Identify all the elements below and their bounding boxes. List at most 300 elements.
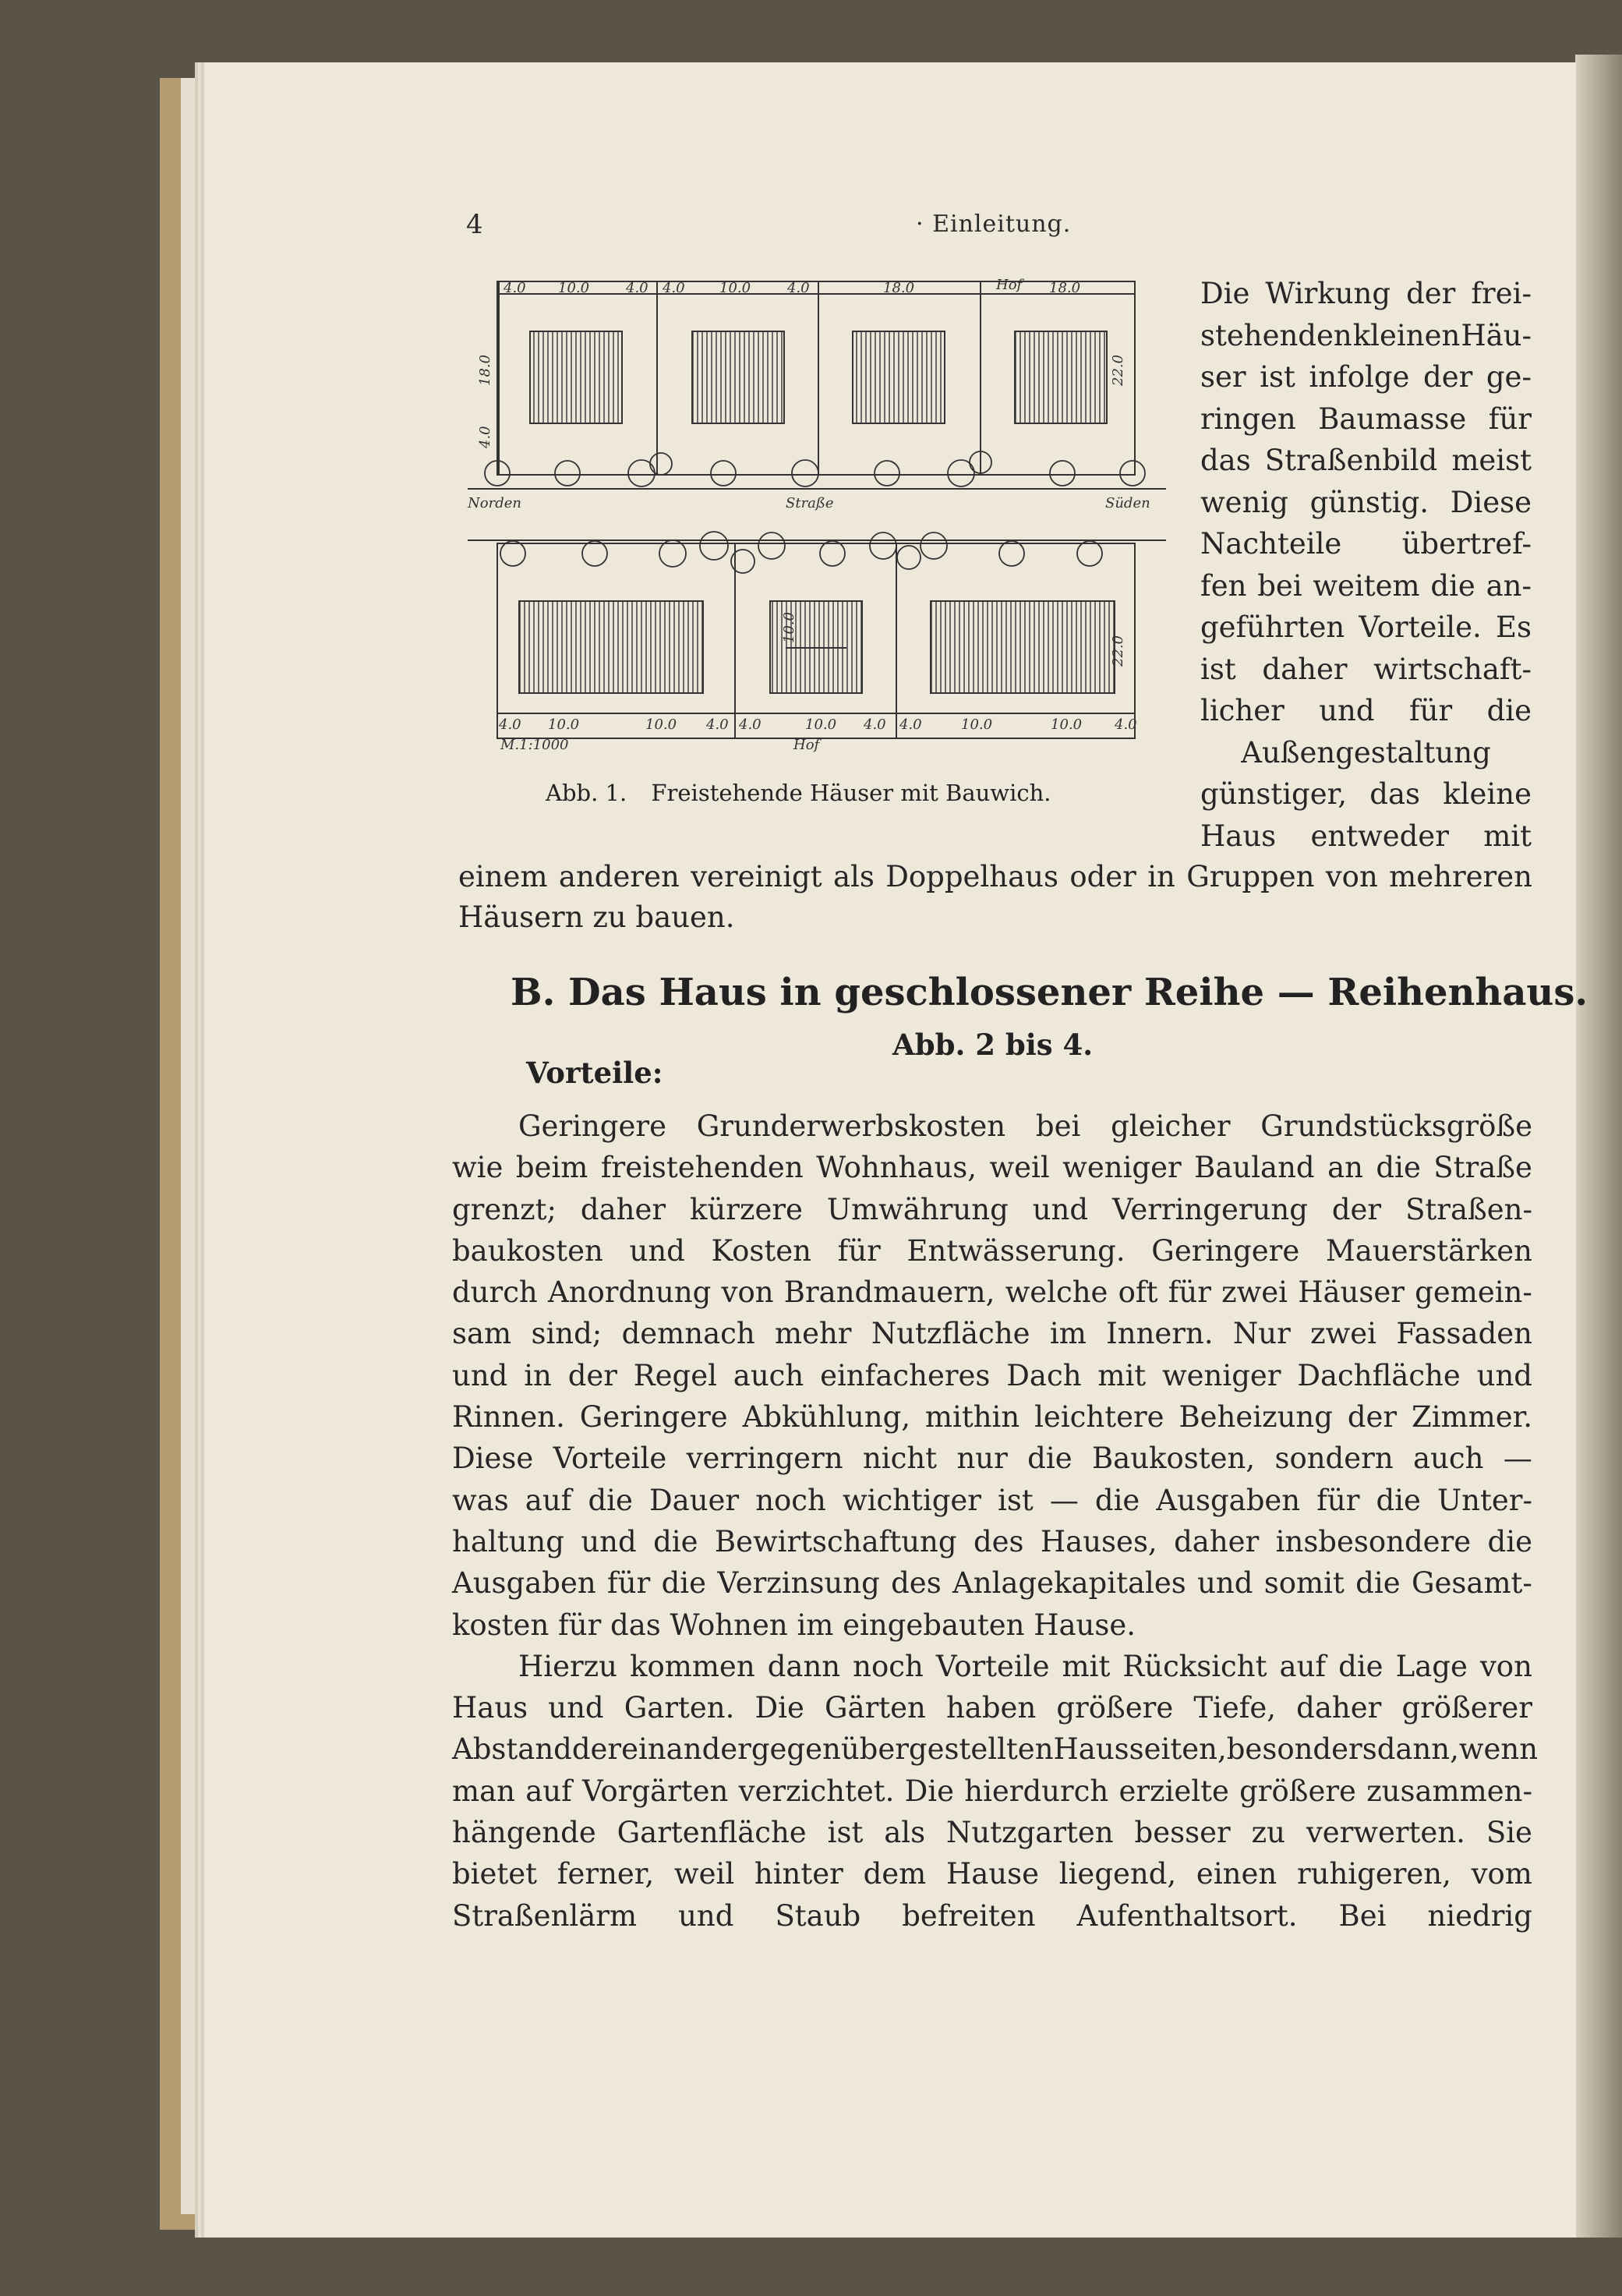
word: Verzinsung xyxy=(717,1566,880,1601)
gutter-shadow xyxy=(1575,55,1622,2238)
word: zusammen- xyxy=(1366,1774,1532,1808)
figure-caption-text: Freistehende Häuser mit Bauwich. xyxy=(651,780,1051,806)
word: von xyxy=(721,1275,774,1310)
word: mehr xyxy=(775,1317,852,1351)
body-line xyxy=(452,1438,1532,1479)
house-plan-n4 xyxy=(1015,331,1107,423)
word: befreiten xyxy=(902,1898,1036,1933)
word: im xyxy=(1049,1317,1087,1351)
svg-text:4.0: 4.0 xyxy=(899,716,922,733)
word: gegenübergestellten xyxy=(751,1732,1054,1767)
word: auch xyxy=(1413,1442,1484,1476)
word: durch xyxy=(452,1275,538,1310)
word: wenig xyxy=(1200,485,1288,519)
word: in xyxy=(1147,860,1175,893)
side-column-line xyxy=(1200,565,1532,607)
word: des xyxy=(973,1524,1024,1558)
running-head: · Einleitung. xyxy=(916,210,1072,238)
svg-text:4.0: 4.0 xyxy=(739,716,762,733)
vorteile-label: Vorteile: xyxy=(526,1056,663,1090)
side-column-line xyxy=(1200,690,1532,732)
word: Straßenbild xyxy=(1264,444,1438,477)
word: ist xyxy=(1260,360,1295,394)
word: daher xyxy=(1296,1691,1382,1725)
word: ruhigeren, xyxy=(1296,1857,1451,1891)
word: der xyxy=(567,1358,617,1392)
word: einen xyxy=(1196,1857,1277,1891)
word: somit xyxy=(1263,1566,1345,1601)
body-line xyxy=(452,1562,1532,1604)
word: in xyxy=(524,1358,552,1392)
word: leichtere xyxy=(1034,1400,1164,1435)
word: freistehenden xyxy=(600,1151,804,1185)
word: Nutzfläche xyxy=(871,1317,1030,1351)
word: Geringere xyxy=(579,1400,728,1435)
side-column-line xyxy=(1200,773,1532,815)
word: ist xyxy=(998,1483,1034,1517)
word: Baumasse xyxy=(1318,402,1467,436)
word: Dachfläche xyxy=(1297,1358,1461,1392)
word: auf xyxy=(1279,1649,1327,1683)
word: größere xyxy=(1056,1691,1174,1725)
word: auch xyxy=(733,1358,804,1392)
word: Hause xyxy=(945,1857,1040,1891)
double-house-plan-1 xyxy=(519,601,703,693)
word: Außengestaltung xyxy=(1241,735,1491,769)
svg-text:Süden: Süden xyxy=(1105,495,1150,511)
word: zwei xyxy=(1310,1317,1377,1351)
house-plan-n3 xyxy=(853,331,945,423)
word: entweder xyxy=(1310,819,1449,853)
word: Anlagekapitales xyxy=(952,1566,1186,1601)
word: daher xyxy=(580,1192,666,1226)
word: dann xyxy=(767,1649,841,1683)
word: Tiefe, xyxy=(1193,1691,1277,1725)
svg-text:22.0: 22.0 xyxy=(1110,354,1126,386)
svg-text:4.0: 4.0 xyxy=(477,426,493,448)
side-column-text xyxy=(1200,273,1532,857)
word: Hierzu xyxy=(518,1649,618,1683)
svg-text:18.0: 18.0 xyxy=(477,354,493,386)
word: ist xyxy=(827,1816,864,1850)
figure-caption xyxy=(546,780,1051,806)
word: Rinnen. xyxy=(452,1400,565,1435)
word: licher xyxy=(1200,694,1285,727)
word: die xyxy=(1376,1483,1421,1517)
svg-text:10.0: 10.0 xyxy=(781,611,797,643)
word: sondern xyxy=(1274,1442,1394,1476)
svg-text:4.0: 4.0 xyxy=(787,280,810,296)
word: größerer xyxy=(1401,1691,1532,1725)
word: einfacheres xyxy=(820,1358,991,1392)
word: vom xyxy=(1471,1857,1532,1891)
word: und xyxy=(1197,1566,1253,1601)
word: weniger xyxy=(1062,1151,1182,1185)
word: kleinen xyxy=(1352,318,1461,352)
word: die xyxy=(1487,1524,1532,1558)
word: infolge xyxy=(1309,360,1410,394)
svg-text:10.0: 10.0 xyxy=(961,716,993,733)
word: größere xyxy=(1239,1774,1356,1808)
body-line xyxy=(452,1396,1532,1438)
word: ringen xyxy=(1200,402,1296,436)
side-column-line xyxy=(1200,523,1532,565)
word: Baukosten, xyxy=(1091,1442,1256,1476)
word: baukosten xyxy=(452,1233,603,1268)
word: Wirkung xyxy=(1265,277,1391,310)
word: Dauer xyxy=(648,1483,740,1517)
word: mit xyxy=(1483,819,1532,853)
word: Bewirtschaftung xyxy=(714,1524,957,1558)
word: sam xyxy=(452,1317,512,1351)
word: Die xyxy=(904,1774,954,1808)
word: besonders xyxy=(1226,1732,1377,1767)
word: ser xyxy=(1200,360,1246,394)
word: Nachteile xyxy=(1200,527,1342,561)
body-text xyxy=(452,1106,1539,1937)
word: ferner, xyxy=(557,1857,655,1891)
word: Umwährung xyxy=(826,1192,1009,1226)
body-line xyxy=(452,1687,1532,1728)
word: man xyxy=(452,1774,515,1808)
word: und xyxy=(1476,1358,1532,1392)
site-plan-figure xyxy=(466,277,1168,752)
word: von xyxy=(1325,860,1378,893)
word: haben xyxy=(945,1691,1037,1725)
svg-text:10.0: 10.0 xyxy=(805,716,837,733)
word: Häu- xyxy=(1461,318,1532,352)
word: Diese xyxy=(1450,485,1532,519)
word: Staub xyxy=(775,1898,861,1933)
svg-text:10.0: 10.0 xyxy=(558,280,590,296)
word: die xyxy=(1376,1151,1421,1185)
word: von xyxy=(1479,1649,1532,1683)
svg-text:4.0: 4.0 xyxy=(864,716,886,733)
word: Nutzgarten xyxy=(946,1816,1114,1850)
word: ge- xyxy=(1486,360,1532,394)
side-column-line xyxy=(1200,356,1532,398)
word: die xyxy=(1094,1483,1140,1517)
word: dem xyxy=(863,1857,927,1891)
word: Fassaden xyxy=(1396,1317,1532,1351)
word: Hausseiten, xyxy=(1053,1732,1227,1767)
word: Mauerstärken xyxy=(1325,1233,1532,1268)
house-plan-n1 xyxy=(530,331,622,423)
svg-text:Norden: Norden xyxy=(468,495,521,511)
word: und xyxy=(1319,694,1375,727)
word: günstig. xyxy=(1309,485,1429,519)
word: der xyxy=(1423,360,1473,394)
word: Beheizung xyxy=(1179,1400,1333,1435)
word: einem xyxy=(458,860,548,893)
word: Abkühlung, xyxy=(742,1400,911,1435)
word: Bei xyxy=(1338,1898,1387,1933)
word: auf xyxy=(525,1483,572,1517)
word: haltung xyxy=(452,1524,564,1558)
svg-text:10.0: 10.0 xyxy=(1051,716,1083,733)
svg-text:18.0: 18.0 xyxy=(1049,280,1081,296)
word: die xyxy=(1355,1566,1401,1601)
word: Aufenthaltsort. xyxy=(1076,1898,1298,1933)
body-line xyxy=(452,1895,1532,1937)
word: Lage xyxy=(1395,1649,1468,1683)
word: Haus xyxy=(1200,819,1277,853)
word: Geringere xyxy=(1151,1233,1300,1268)
word: — xyxy=(1503,1442,1532,1476)
word: günstiger, xyxy=(1200,777,1347,811)
word: gemein- xyxy=(1415,1275,1532,1310)
word: wirtschaft- xyxy=(1373,652,1532,686)
svg-text:Hof: Hof xyxy=(996,277,1023,293)
word: anderen xyxy=(558,860,680,893)
word: wie xyxy=(452,1151,504,1185)
word: insbesondere xyxy=(1275,1524,1472,1558)
word: bei xyxy=(1035,1109,1081,1143)
word: Straßen- xyxy=(1405,1192,1532,1226)
figure-caption-label: Abb. 1. xyxy=(546,780,627,806)
word: zwei xyxy=(1221,1275,1288,1310)
word: Vorteile xyxy=(935,1649,1050,1683)
side-column-line xyxy=(1200,273,1532,315)
word: Entwässerung. xyxy=(906,1233,1126,1268)
word: für xyxy=(607,1566,651,1601)
word: und xyxy=(581,1524,637,1558)
text-line xyxy=(458,856,1532,898)
body-line xyxy=(452,1771,1532,1812)
word: übertref- xyxy=(1401,527,1532,561)
body-line xyxy=(452,1728,1539,1770)
side-column-line xyxy=(1200,649,1532,691)
word: das xyxy=(1200,444,1251,477)
body-line xyxy=(452,1604,1532,1646)
word: mit xyxy=(1097,1358,1147,1392)
word: Vorteile. xyxy=(1359,610,1482,644)
svg-text:Hof: Hof xyxy=(793,737,820,752)
word: — xyxy=(1049,1483,1079,1517)
word: hängende xyxy=(452,1816,596,1850)
word: vereinigt xyxy=(691,860,822,893)
word: Grundstücksgröße xyxy=(1260,1109,1532,1143)
word: Haus xyxy=(452,1691,528,1725)
word: besser xyxy=(1134,1816,1231,1850)
word: liegend, xyxy=(1058,1857,1177,1891)
section-subheading: Abb. 2 bis 4. xyxy=(892,1028,1094,1062)
word: Hauses, xyxy=(1040,1524,1157,1558)
word: der xyxy=(1406,277,1456,310)
side-column-line xyxy=(1200,815,1532,858)
body-line xyxy=(452,1272,1532,1313)
word: welche xyxy=(1005,1275,1108,1310)
word: Gartenfläche xyxy=(617,1816,807,1850)
svg-text:M.1:1000: M.1:1000 xyxy=(500,737,569,752)
word: beim xyxy=(515,1151,588,1185)
word: an- xyxy=(1486,568,1532,603)
word: weil xyxy=(673,1857,735,1891)
word: Kosten xyxy=(711,1233,812,1268)
body-line xyxy=(452,1189,1532,1230)
word: für xyxy=(1168,1275,1211,1310)
house-plan-n2 xyxy=(692,331,784,423)
svg-text:10.0: 10.0 xyxy=(645,716,677,733)
word: Ausgaben xyxy=(452,1566,596,1601)
body-line xyxy=(452,1646,1532,1687)
word: und xyxy=(452,1358,508,1392)
word: Vorteile xyxy=(553,1442,667,1476)
double-house-plan-2 xyxy=(931,601,1115,693)
word: weil xyxy=(989,1151,1050,1185)
svg-text:4.0: 4.0 xyxy=(706,716,729,733)
body-line xyxy=(452,1853,1532,1894)
word: meist xyxy=(1451,444,1532,477)
word: einander xyxy=(621,1732,751,1767)
section-heading: B. Das Haus in geschlossener Reihe — Reihenhaus. xyxy=(511,971,1588,1014)
line-text: kosten für das Wohnen im eingebauten Hause. xyxy=(452,1608,1136,1642)
svg-text:10.0: 10.0 xyxy=(719,280,751,296)
word: und xyxy=(678,1898,734,1933)
word: Diese xyxy=(452,1442,534,1476)
word: geführten xyxy=(1200,610,1345,644)
word: verzichtet. xyxy=(738,1774,895,1808)
body-line xyxy=(452,1106,1532,1147)
svg-text:18.0: 18.0 xyxy=(883,280,915,296)
word: nur xyxy=(956,1442,1008,1476)
word: Straßenlärm xyxy=(452,1898,638,1933)
word: Vorgärten xyxy=(582,1774,729,1808)
word: für xyxy=(1488,402,1532,436)
word: nicht xyxy=(862,1442,938,1476)
word: was xyxy=(452,1483,509,1517)
word: Sie xyxy=(1486,1816,1532,1850)
word: hinter xyxy=(754,1857,843,1891)
side-column-line xyxy=(1200,482,1532,524)
word: die xyxy=(653,1524,698,1558)
site-plan-drawing xyxy=(466,277,1168,752)
word: Zimmer. xyxy=(1412,1400,1532,1435)
svg-text:22.0: 22.0 xyxy=(1110,635,1126,667)
word: mit xyxy=(1062,1649,1111,1683)
side-column-line xyxy=(1200,440,1532,482)
word: Ausgaben xyxy=(1156,1483,1301,1517)
word: Gruppen xyxy=(1186,860,1315,893)
word: noch xyxy=(853,1649,924,1683)
word: grenzt; xyxy=(452,1192,557,1226)
word: Nur xyxy=(1232,1317,1291,1351)
word: mithin xyxy=(924,1400,1020,1435)
body-line xyxy=(452,1521,1532,1562)
word: und xyxy=(1032,1192,1089,1226)
word: Garten. xyxy=(624,1691,735,1725)
side-column-line xyxy=(1200,607,1532,649)
word: der xyxy=(571,1732,622,1767)
word: die xyxy=(1338,1649,1383,1683)
svg-text:4.0: 4.0 xyxy=(663,280,685,296)
word: ist xyxy=(1200,652,1236,686)
svg-text:4.0: 4.0 xyxy=(1115,716,1137,733)
word: Gärten xyxy=(824,1691,926,1725)
word: das xyxy=(1369,777,1420,811)
word: und xyxy=(548,1691,604,1725)
word: die xyxy=(1486,694,1532,727)
svg-text:4.0: 4.0 xyxy=(504,280,526,296)
svg-text:Straße: Straße xyxy=(786,495,834,511)
word: Häuser xyxy=(1298,1275,1405,1310)
word: zu xyxy=(1251,1816,1285,1850)
word: kleine xyxy=(1443,777,1532,811)
word: die xyxy=(661,1566,707,1601)
side-column-line xyxy=(1200,398,1532,440)
street-trees xyxy=(485,451,1145,573)
side-column-line xyxy=(1200,732,1532,774)
word: Geringere xyxy=(518,1109,666,1143)
word: wenn xyxy=(1458,1732,1539,1767)
word: wichtiger xyxy=(842,1483,981,1517)
word: daher xyxy=(1174,1524,1260,1558)
word: Anordnung xyxy=(547,1275,712,1310)
word: Es xyxy=(1495,610,1532,644)
word: weitem xyxy=(1313,568,1420,603)
body-line xyxy=(452,1812,1532,1853)
word: weniger xyxy=(1161,1358,1281,1392)
body-line xyxy=(452,1313,1532,1354)
word: oft xyxy=(1118,1275,1158,1310)
word: Brandmauern, xyxy=(783,1275,995,1310)
body-line xyxy=(452,1355,1532,1396)
word: Gesamt- xyxy=(1411,1566,1532,1601)
word: niedrig xyxy=(1427,1898,1532,1933)
word: demnach xyxy=(621,1317,755,1351)
word: Unter- xyxy=(1436,1483,1532,1517)
word: daher xyxy=(1262,652,1348,686)
svg-text:4.0: 4.0 xyxy=(499,716,521,733)
word: fen xyxy=(1200,568,1247,603)
word: hierdurch xyxy=(964,1774,1109,1808)
word: Regel xyxy=(633,1358,717,1392)
word: kürzere xyxy=(690,1192,803,1226)
word: Doppelhaus xyxy=(885,860,1058,893)
word: Wohnhaus, xyxy=(816,1151,977,1185)
word: für xyxy=(837,1233,881,1268)
word: verringern xyxy=(686,1442,843,1476)
word: bei xyxy=(1257,568,1302,603)
word: noch xyxy=(755,1483,826,1517)
page-number: 4 xyxy=(466,209,483,240)
body-line xyxy=(452,1147,1532,1188)
word: auf xyxy=(525,1774,572,1808)
word: des xyxy=(891,1566,942,1601)
word: Dach xyxy=(1006,1358,1082,1392)
word: dann, xyxy=(1376,1732,1459,1767)
body-line xyxy=(452,1230,1532,1272)
word: gleicher xyxy=(1111,1109,1231,1143)
word: Grunderwerbskosten xyxy=(696,1109,1006,1143)
word: Verringerung xyxy=(1112,1192,1308,1226)
word: die xyxy=(1027,1442,1072,1476)
word: für xyxy=(1408,694,1453,727)
word: Die xyxy=(754,1691,804,1725)
word: Bauland xyxy=(1194,1151,1315,1185)
word: erzielte xyxy=(1118,1774,1229,1808)
body-line xyxy=(452,1480,1532,1521)
text-line: Häusern zu bauen. xyxy=(458,900,735,934)
word: bietet xyxy=(452,1857,538,1891)
word: frei- xyxy=(1471,277,1532,310)
word: verwerten. xyxy=(1306,1816,1465,1850)
word: Rücksicht xyxy=(1122,1649,1267,1683)
word: mehreren xyxy=(1389,860,1532,893)
word: Abstand xyxy=(452,1732,572,1767)
word: für xyxy=(1316,1483,1360,1517)
word: die xyxy=(1430,568,1475,603)
